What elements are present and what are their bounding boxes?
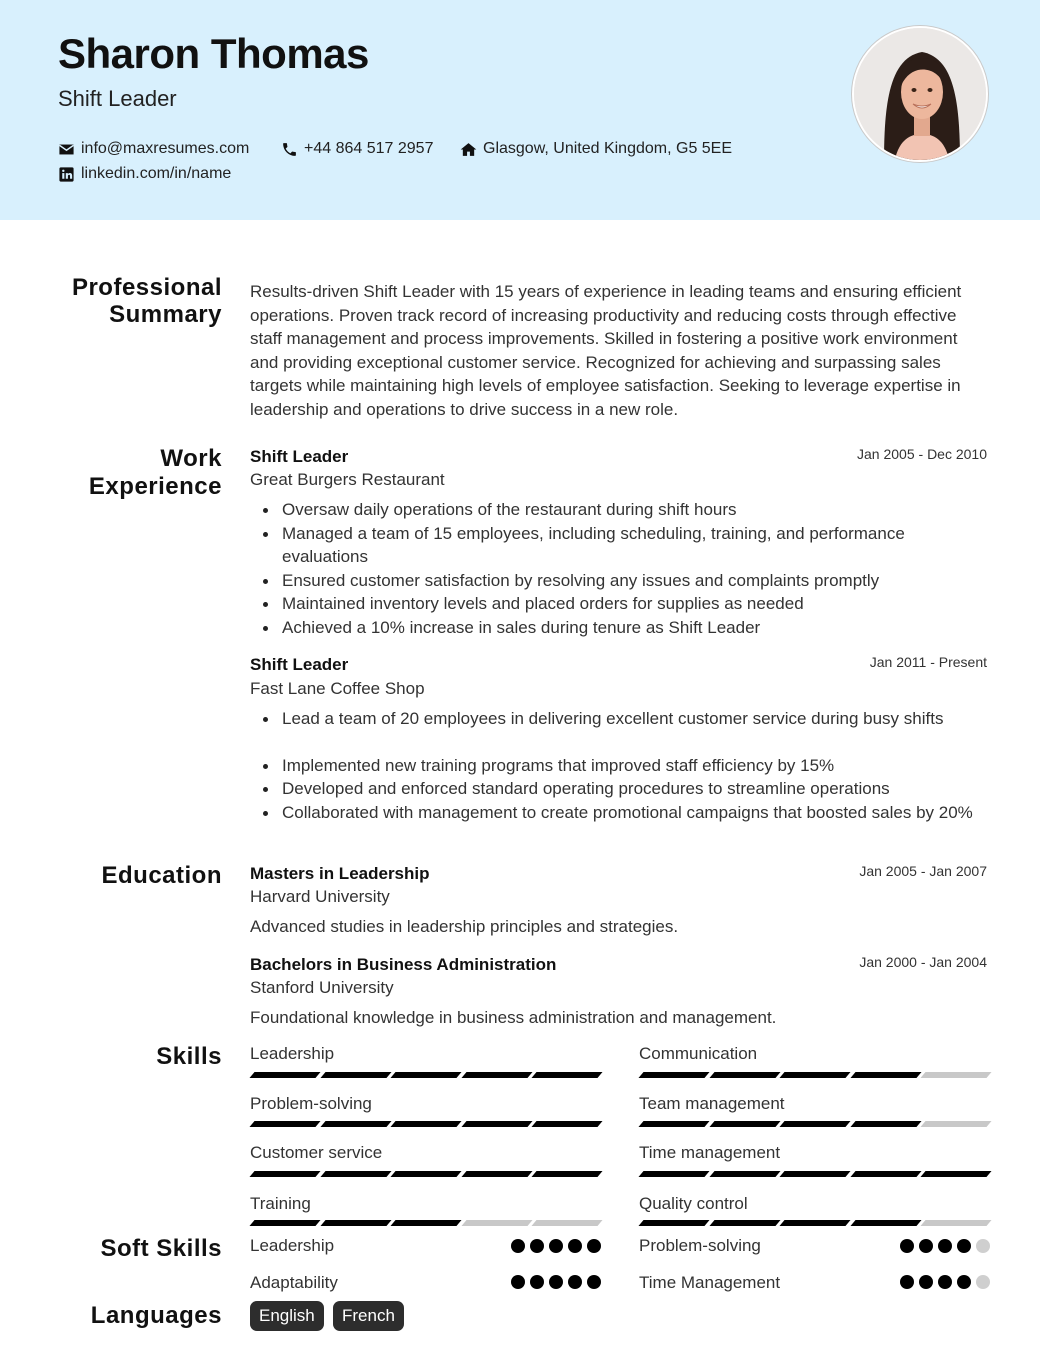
section-title-work: Work Experience: [88, 445, 222, 500]
rating-segment-filled: [850, 1072, 921, 1078]
home-icon: [460, 141, 477, 158]
rating-segment-filled: [850, 1171, 921, 1177]
language-badge: English: [250, 1301, 324, 1331]
rating-segment-filled: [391, 1171, 462, 1177]
edu-school: Stanford University: [250, 978, 394, 997]
rating-dot-filled: [919, 1239, 933, 1253]
rating-segment-filled: [249, 1072, 320, 1078]
list-item: Ensured customer satisfaction by resolving any issues and complaints promptly: [250, 569, 990, 593]
list-item: Achieved a 10% increase in sales during tenure as Shift Leader: [250, 616, 990, 640]
soft-skill-name: Leadership: [250, 1236, 335, 1255]
rating-segment-empty: [921, 1220, 992, 1226]
list-item: Lead a team of 20 employees in delivering excellent customer service during busy shifts: [250, 707, 990, 731]
job-title: Shift Leader: [250, 655, 349, 674]
soft-skill-rating-dots: [511, 1239, 601, 1253]
job-company: Great Burgers Restaurant: [250, 470, 445, 489]
section-title-education: Education: [101, 862, 222, 889]
linkedin-text: linkedin.com/in/name: [81, 165, 232, 182]
rating-segment-filled: [780, 1121, 851, 1127]
rating-dot-filled: [919, 1275, 933, 1289]
contact-phone[interactable]: [281, 140, 433, 158]
skill-rating-bar: [641, 1220, 989, 1226]
list-item: Oversaw daily operations of the restaurant during shift hours: [250, 498, 990, 522]
contact-location: [460, 140, 732, 158]
rating-segment-empty: [921, 1121, 992, 1127]
section-title-languages: Languages: [90, 1302, 222, 1329]
rating-dot-filled: [511, 1275, 525, 1289]
rating-segment-filled: [780, 1072, 851, 1078]
rating-segment-filled: [320, 1121, 391, 1127]
rating-dot-filled: [511, 1239, 525, 1253]
phone-text: +44 864 517 2957: [304, 140, 434, 157]
job-dates: Jan 2011 - Present: [869, 654, 987, 670]
edu-school: Harvard University: [250, 887, 390, 906]
envelope-icon: [58, 141, 75, 158]
skill-rating-bar: [252, 1072, 600, 1078]
skill-name: Team management: [639, 1094, 785, 1113]
skill-name: Communication: [639, 1044, 758, 1063]
skill-rating-bar: [641, 1171, 989, 1177]
edu-dates: Jan 2000 - Jan 2004: [859, 954, 987, 970]
rating-segment-filled: [320, 1220, 391, 1226]
skill-rating-bar: [252, 1121, 600, 1127]
list-item: Collaborated with management to create promotional campaigns that boosted sales by 20%: [250, 801, 985, 825]
rating-segment-filled: [391, 1220, 462, 1226]
soft-skill-rating-dots: [900, 1275, 990, 1289]
skill-rating-bar: [641, 1121, 989, 1127]
rating-segment-filled: [638, 1171, 709, 1177]
rating-dot-filled: [568, 1275, 582, 1289]
language-badge: French: [333, 1301, 404, 1331]
skill-rating-bar: [641, 1072, 989, 1078]
job-dates: Jan 2005 - Dec 2010: [857, 446, 987, 462]
rating-segment-filled: [461, 1121, 532, 1127]
soft-skill-name: Problem-solving: [639, 1236, 761, 1255]
rating-segment-filled: [780, 1220, 851, 1226]
rating-segment-empty: [461, 1220, 532, 1226]
candidate-name: Sharon Thomas: [58, 30, 369, 77]
rating-segment-filled: [850, 1121, 921, 1127]
rating-dot-filled: [587, 1275, 601, 1289]
phone-icon: [281, 141, 298, 158]
rating-segment-filled: [709, 1072, 780, 1078]
section-title-skills: Skills: [156, 1043, 222, 1070]
rating-segment-filled: [921, 1171, 992, 1177]
rating-dot-filled: [957, 1275, 971, 1289]
skill-name: Quality control: [639, 1194, 748, 1213]
rating-dot-filled: [938, 1239, 952, 1253]
rating-segment-filled: [638, 1121, 709, 1127]
edu-description: Advanced studies in leadership principles and strategies.: [250, 917, 679, 936]
soft-skill-name: Adaptability: [250, 1273, 338, 1292]
rating-segment-filled: [532, 1121, 603, 1127]
rating-segment-filled: [780, 1171, 851, 1177]
rating-dot-filled: [938, 1275, 952, 1289]
job-title: Shift Leader: [250, 447, 349, 466]
rating-dot-filled: [549, 1275, 563, 1289]
skill-name: Training: [250, 1194, 311, 1213]
list-item: Developed and enforced standard operating procedures to streamline operations: [250, 777, 990, 801]
summary-text: Results-driven Shift Leader with 15 years of experience in leading teams and ensuring efficient operations. Proven track record of increasing productivity and reducing costs through effective staff management and process improvements. Skilled in fostering a positive work environment and providing exceptional customer service. Recognized for achieving and surpassing sales targets while maintaining high levels of employee satisfaction. Seeking to leverage expertise in leadership and operations to drive success in a new role.: [250, 282, 962, 419]
contact-linkedin[interactable]: [58, 165, 231, 183]
contact-email[interactable]: [58, 140, 249, 158]
candidate-title: Shift Leader: [58, 86, 177, 111]
rating-dot-filled: [900, 1275, 914, 1289]
skill-name: Customer service: [250, 1143, 383, 1162]
rating-dot-empty: [976, 1239, 990, 1253]
rating-segment-filled: [709, 1171, 780, 1177]
job-company: Fast Lane Coffee Shop: [250, 679, 425, 698]
rating-segment-filled: [709, 1220, 780, 1226]
email-text: info@maxresumes.com: [81, 140, 250, 157]
resume-header: [0, 0, 1040, 220]
rating-dot-empty: [976, 1275, 990, 1289]
rating-segment-filled: [638, 1220, 709, 1226]
soft-skill-name: Time Management: [639, 1273, 781, 1292]
rating-dot-filled: [900, 1239, 914, 1253]
rating-segment-filled: [320, 1072, 391, 1078]
list-item: Managed a team of 15 employees, including scheduling, training, and performance evaluations: [250, 522, 970, 569]
rating-segment-empty: [921, 1072, 992, 1078]
rating-segment-filled: [391, 1121, 462, 1127]
linkedin-icon: [58, 166, 75, 183]
rating-segment-filled: [249, 1121, 320, 1127]
soft-skill-rating-dots: [900, 1239, 990, 1253]
skill-name: Time management: [639, 1143, 781, 1162]
location-text: Glasgow, United Kingdom, G5 5EE: [483, 140, 733, 157]
job-bullets: [250, 707, 990, 824]
skill-rating-bar: [252, 1220, 600, 1226]
job-bullets: [250, 498, 990, 639]
rating-dot-filled: [587, 1239, 601, 1253]
rating-dot-filled: [549, 1239, 563, 1253]
rating-segment-filled: [461, 1072, 532, 1078]
rating-segment-filled: [461, 1171, 532, 1177]
skill-name: Leadership: [250, 1044, 335, 1063]
edu-degree: Bachelors in Business Administration: [250, 955, 557, 974]
rating-segment-filled: [391, 1072, 462, 1078]
rating-segment-filled: [320, 1171, 391, 1177]
section-title-summary: Professional Summary: [71, 274, 222, 328]
list-item: Implemented new training programs that improved staff efficiency by 15%: [250, 754, 990, 778]
rating-segment-empty: [532, 1220, 603, 1226]
rating-segment-filled: [638, 1072, 709, 1078]
skill-name: Problem-solving: [250, 1094, 372, 1113]
profile-photo: [852, 26, 988, 162]
rating-segment-filled: [709, 1121, 780, 1127]
edu-dates: Jan 2005 - Jan 2007: [859, 863, 987, 879]
rating-dot-filled: [530, 1239, 544, 1253]
edu-degree: Masters in Leadership: [250, 864, 430, 883]
soft-skill-rating-dots: [511, 1275, 601, 1289]
rating-segment-filled: [850, 1220, 921, 1226]
edu-description: Foundational knowledge in business administration and management.: [250, 1008, 777, 1027]
rating-segment-filled: [249, 1171, 320, 1177]
skill-rating-bar: [252, 1171, 600, 1177]
rating-dot-filled: [530, 1275, 544, 1289]
rating-dot-filled: [568, 1239, 582, 1253]
rating-segment-filled: [249, 1220, 320, 1226]
list-item: Maintained inventory levels and placed orders for supplies as needed: [250, 592, 990, 616]
rating-segment-filled: [532, 1072, 603, 1078]
rating-dot-filled: [957, 1239, 971, 1253]
section-title-soft-skills: Soft Skills: [100, 1235, 222, 1262]
rating-segment-filled: [532, 1171, 603, 1177]
